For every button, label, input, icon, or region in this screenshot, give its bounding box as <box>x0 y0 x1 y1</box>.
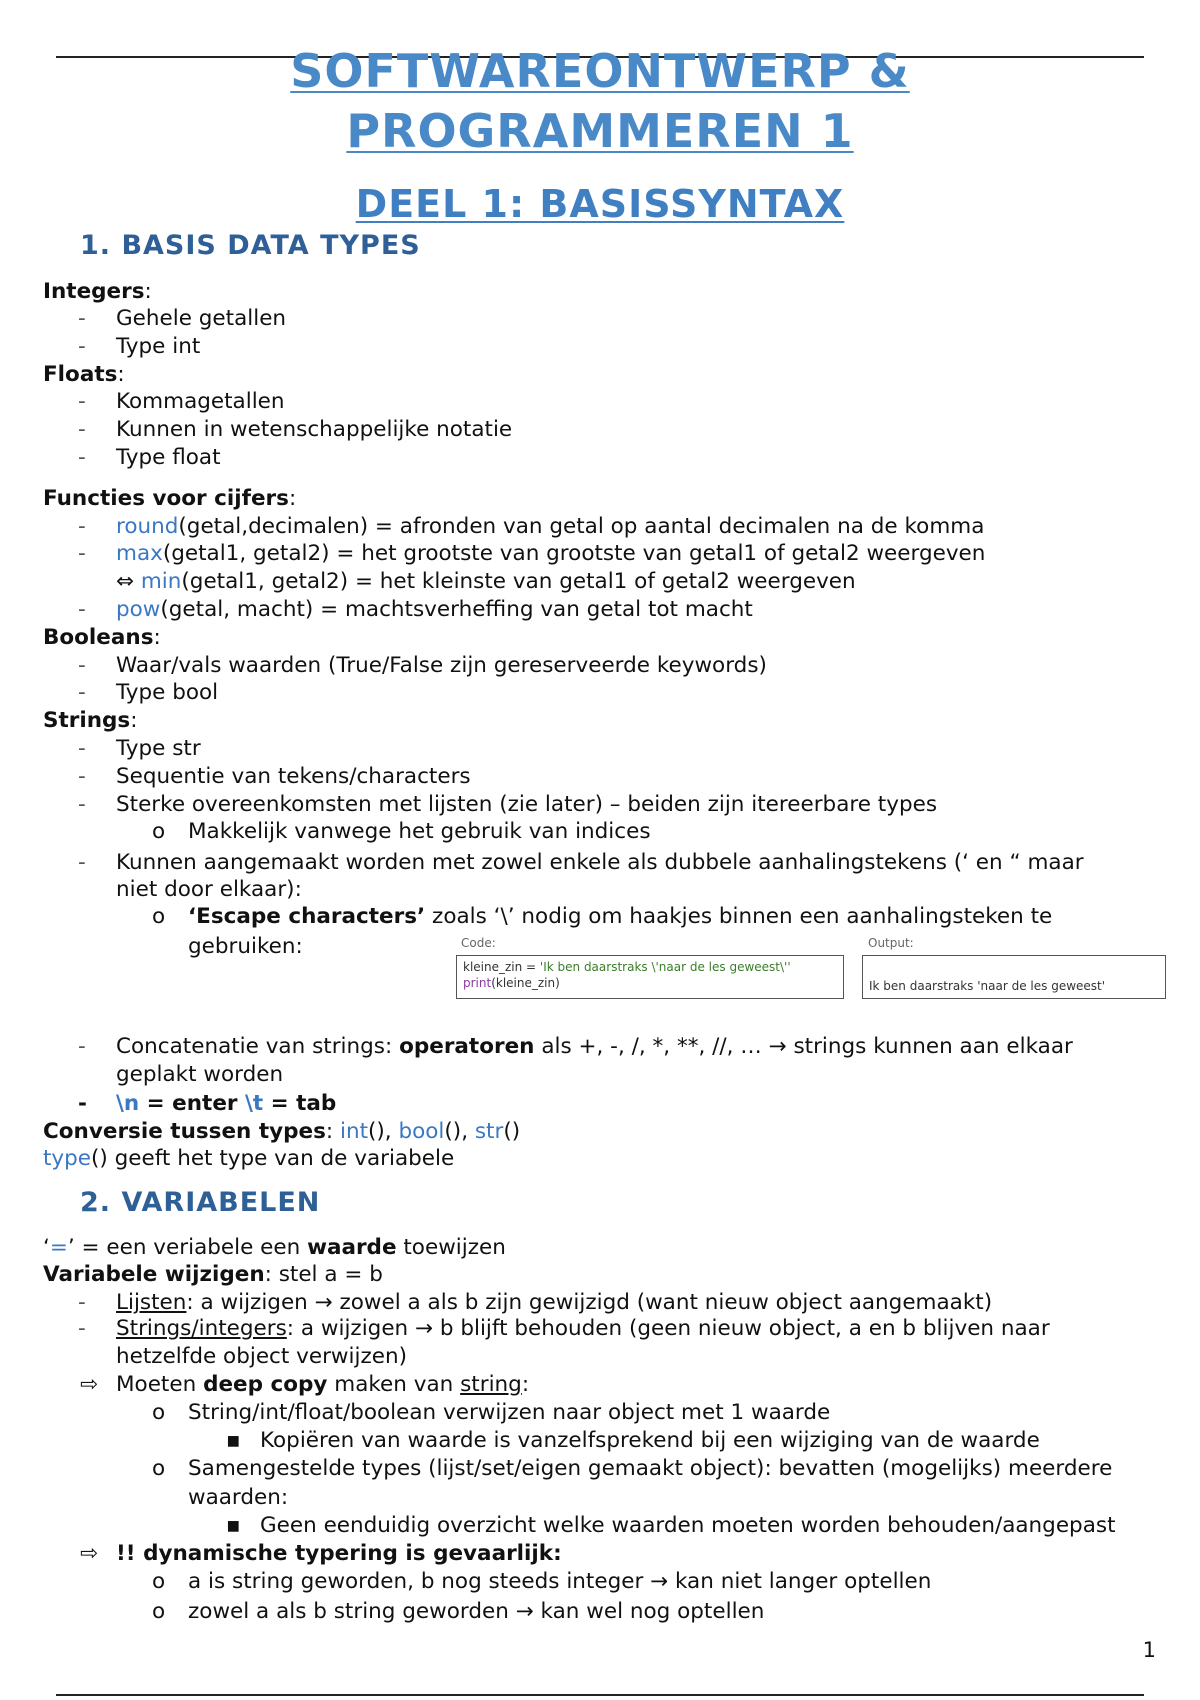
list-item: - <box>78 445 86 470</box>
list-item: - <box>78 334 86 359</box>
escape-sequences: \n = enter \t = tab <box>116 1091 337 1116</box>
code-line-2: print(kleine_zin) <box>463 976 560 990</box>
list-item: Kommagetallen <box>116 389 285 414</box>
sub-bullet: o <box>152 1569 166 1594</box>
sub-list-item-continued: waarden: <box>188 1485 289 1510</box>
strings-integers-item: Strings/integers: a wijzigen → b blijft behouden (geen nieuw object, a en b blijven naar <box>116 1316 1050 1341</box>
sub-bullet: o <box>152 904 166 929</box>
sub-list-item: String/int/float/boolean verwijzen naar object met 1 waarde <box>188 1400 831 1425</box>
sub-bullet: o <box>152 819 166 844</box>
min-function: ⇔ min(getal1, getal2) = het kleinste van getal1 of getal2 weergeven <box>116 569 856 594</box>
escape-characters-text: ‘Escape characters’ zoals ‘\’ nodig om haakjes binnen een aanhalingsteken te <box>188 904 1053 929</box>
list-item: Sequentie van tekens/characters <box>116 764 471 789</box>
pow-function: pow(getal, macht) = machtsverheffing van getal tot macht <box>116 597 753 622</box>
code-line-1: kleine_zin = 'Ik ben daarstraks \'naar de les geweest\'' <box>463 960 791 974</box>
lists-item: Lijsten: a wijzigen → zowel a als b zijn gewijzigd (want nieuw object aangemaakt) <box>116 1290 993 1315</box>
list-item: Kunnen aangemaakt worden met zowel enkele als dubbele aanhalingstekens (‘ en “ maar <box>116 850 1084 875</box>
list-item: - <box>78 389 86 414</box>
list-item: - <box>78 597 86 622</box>
square-bullet: ▪ <box>226 1428 241 1453</box>
list-item: - <box>78 1034 86 1059</box>
list-item: - <box>78 1316 86 1341</box>
deep-copy-line: Moeten deep copy maken van string: <box>116 1372 530 1397</box>
list-item: - <box>78 1091 87 1116</box>
sub-list-item: a is string geworden, b nog steeds integer → kan niet langer optellen <box>188 1569 932 1594</box>
sub-bullet: o <box>152 1599 166 1624</box>
list-item: - <box>78 417 86 442</box>
floats-label: Floats: <box>43 362 125 387</box>
escape-characters-text-continued: gebruiken: <box>188 934 303 959</box>
assignment-line: ‘=’ = een veriabele een waarde toewijzen <box>43 1235 506 1260</box>
strings-label: Strings: <box>43 708 138 733</box>
output-box-label: Output: <box>868 936 914 950</box>
document-title-line2: PROGRAMMEREN 1 <box>346 104 854 158</box>
sub-list-item: Makkelijk vanwege het gebruik van indices <box>188 819 651 844</box>
list-item: - <box>78 850 86 875</box>
list-item: - <box>78 680 86 705</box>
list-item: Type int <box>116 334 201 359</box>
concatenation-text: Concatenatie van strings: operatoren als +, -, /, *, **, //, … → strings kunnen aan elkaar <box>116 1034 1073 1059</box>
list-item: - <box>78 541 86 566</box>
document-title-line1: SOFTWAREONTWERP & <box>290 44 910 98</box>
list-item: Type str <box>116 736 201 761</box>
list-item: Type float <box>116 445 221 470</box>
sub-list-item: zowel a als b string geworden → kan wel nog optellen <box>188 1599 765 1624</box>
section2-heading: 2. VARIABELEN <box>80 1187 321 1218</box>
list-item: Waar/vals waarden (True/False zijn gereserveerde keywords) <box>116 653 767 678</box>
list-item: Gehele getallen <box>116 306 287 331</box>
list-item: - <box>78 736 86 761</box>
list-item: - <box>78 1290 86 1315</box>
bottom-rule <box>56 1694 1144 1696</box>
equivalence-arrow-icon: ⇔ <box>116 569 135 594</box>
list-item: - <box>78 764 86 789</box>
list-item: - <box>78 306 86 331</box>
list-item-continued: niet door elkaar): <box>116 877 302 902</box>
page-number: 1 <box>1142 1638 1156 1662</box>
part-title: DEEL 1: BASISSYNTAX <box>355 182 845 226</box>
output-box <box>862 955 1166 999</box>
max-function: max(getal1, getal2) = het grootste van grootste van getal1 of getal2 weergeven <box>116 541 986 566</box>
list-item: - <box>78 653 86 678</box>
arrow-bullet-icon: ⇨ <box>80 1372 99 1397</box>
arrow-bullet-icon: ⇨ <box>80 1541 99 1566</box>
round-function: round(getal,decimalen) = afronden van getal op aantal decimalen na de komma <box>116 514 985 539</box>
concatenation-text-continued: geplakt worden <box>116 1062 284 1087</box>
list-item: - <box>78 514 86 539</box>
booleans-label: Booleans: <box>43 625 161 650</box>
code-box-label: Code: <box>461 936 496 950</box>
code-box <box>456 955 844 999</box>
list-item: - <box>78 792 86 817</box>
sub-bullet: o <box>152 1456 166 1481</box>
strings-integers-item-continued: hetzelfde object verwijzen) <box>116 1344 407 1369</box>
sub-sub-list-item: Kopiëren van waarde is vanzelfsprekend bij een wijziging van de waarde <box>260 1428 1040 1453</box>
sub-sub-list-item: Geen eenduidig overzicht welke waarden moeten worden behouden/aangepast <box>260 1513 1116 1538</box>
dynamic-typing-warning: !! dynamische typering is gevaarlijk: <box>116 1541 562 1566</box>
output-line: Ik ben daarstraks 'naar de les geweest' <box>869 979 1106 993</box>
section1-heading: 1. BASIS DATA TYPES <box>80 230 421 261</box>
functions-label: Functies voor cijfers: <box>43 486 297 511</box>
list-item: Type bool <box>116 680 219 705</box>
conversion-line: Conversie tussen types: int(), bool(), str() <box>43 1119 521 1144</box>
integers-label: Integers: <box>43 279 152 304</box>
list-item: Sterke overeenkomsten met lijsten (zie later) – beiden zijn itereerbare types <box>116 792 938 817</box>
type-function-line: type() geeft het type van de variabele <box>43 1146 455 1171</box>
square-bullet: ▪ <box>226 1513 241 1538</box>
change-variable-line: Variabele wijzigen: stel a = b <box>43 1262 383 1287</box>
sub-list-item: Samengestelde types (lijst/set/eigen gemaakt object): bevatten (mogelijks) meerdere <box>188 1456 1113 1481</box>
sub-bullet: o <box>152 1400 166 1425</box>
list-item: Kunnen in wetenschappelijke notatie <box>116 417 513 442</box>
